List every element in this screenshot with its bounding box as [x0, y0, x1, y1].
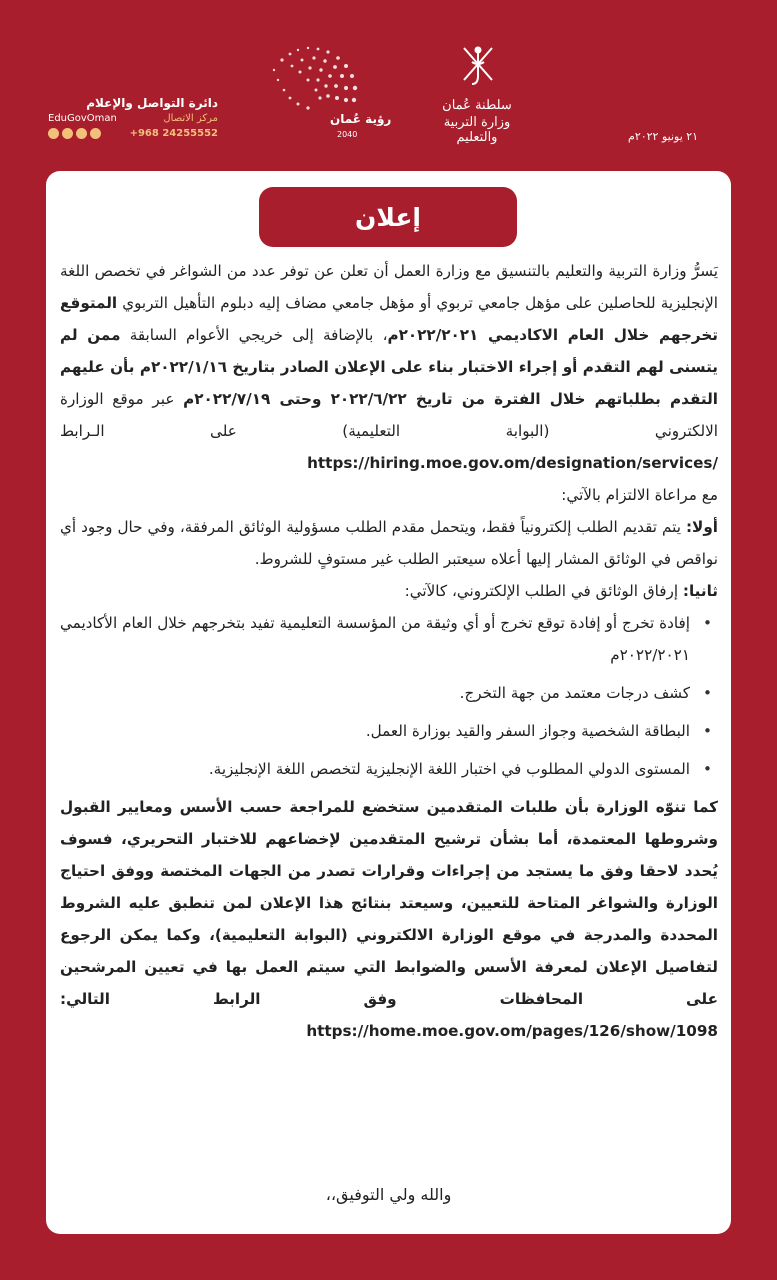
second-label: ثانيا: [682, 582, 718, 600]
first-condition [60, 511, 718, 575]
ministry-logo-text [422, 98, 532, 145]
social-handle[interactable]: EduGovOman [48, 113, 117, 124]
list-item: • البطاقة الشخصية وجواز السفر والقيد بوزارة العمل. [60, 715, 718, 747]
announcement-date: ٢١ يونيو ٢٠٢٢م [628, 130, 699, 143]
second-condition [60, 575, 718, 607]
vision-year: 2040 [337, 130, 358, 139]
first-label: أولا: [685, 518, 718, 536]
ministry-line-2: وزارة التربية والتعليم [443, 115, 511, 145]
final-bold-text: كما تنوّه الوزارة بأن طلبات المتقدمين ستخضع للمراجعة حسب الأسس ومعايير القبول وشروطها المعتمدة، أما بشأن ترشيح المتقدمين لإخضاعهم للاختبار التحريري، فسوف يُحدد لاحقا وفق ما يستجد من إجراءات وقرارات تصدر من الجهات المختصة ووفق احتياج الوزارة والشواغر المتاحة للتعيين، وسيعتد بنتائج هذا الإعلان لمن تنطبق عليه الشروط المحددة والمدرجة في موقع الوزارة الالكتروني (البوابة التعليمية)، وكما يمكن الرجوع لتفاصيل الإعلان لمعرفة الأسس والضوابط التي سيتم العمل بها في تعيين المرشحين على المحافظات وفق الرابط التالي: [60, 798, 718, 1008]
list-item: • إفادة تخرج أو إفادة توقع تخرج أو أي وثيقة من المؤسسة التعليمية تفيد بتخرجهم خلال العام الأكاديمي ٢٠٢٢/٢٠٢١م [60, 607, 718, 671]
phone-number[interactable]: +968 24255552 [129, 128, 218, 139]
intro-bold-1: المتوقع تخرجهم خلال العام الاكاديمي ٢٠٢٢/٢٠٢١م [60, 294, 718, 344]
final-paragraph [60, 791, 718, 1047]
instagram-icon[interactable] [62, 128, 73, 139]
first-text: يتم تقديم الطلب إلكترونياً فقط، ويتحمل مقدم الطلب مسؤولية الوثائق المرفقة، وفي حال وجود أي نواقص في الوثائق المشار إليها أعلاه سيعتبر الطلب غير مستوفٍ للشروط. [60, 518, 718, 568]
list-item: • المستوى الدولي المطلوب في اختبار اللغة الإنجليزية لتخصص اللغة الإنجليزية. [60, 753, 718, 785]
vision-text: رؤية عُمان [330, 112, 392, 126]
second-text: إرفاق الوثائق في الطلب الإلكتروني، كالآتي: [404, 582, 683, 600]
home-link[interactable]: https://home.moe.gov.om/pages/126/show/1098 [306, 1022, 718, 1040]
intro-paragraph [60, 255, 718, 479]
list-item: • كشف درجات معتمد من جهة التخرج. [60, 677, 718, 709]
intro-text-1: يَسرُّ وزارة التربية والتعليم بالتنسيق مع وزارة العمل أن تعلن عن توفر عدد من الشواغر في تخصص اللغة الإنجليزية للحاصلين على مؤهل جامعي تربوي أو مؤهل جامعي مضاف إليه دبلوم التأهيل التربوي [60, 262, 718, 312]
note-line: مع مراعاة الالتزام بالآتي: [561, 486, 718, 504]
documents-list [60, 607, 718, 785]
intro-bold-2: ممن لم يتسنى لهم التقدم أو إجراء الاختبار بناء على الإعلان الصادر بتاريخ ٢٠٢٢/١/١٦م بأن عليهم التقدم بطلباتهم خلال الفترة من تاريخ ٢٠٢٢/٦/٢٢ وحتى ٢٠٢٢/٧/١٩م [60, 326, 718, 408]
closing-line: والله ولي التوفيق،، [325, 1185, 452, 1204]
twitter-icon[interactable] [48, 128, 59, 139]
announcement-body [60, 255, 718, 1047]
announcement-card [46, 171, 731, 1234]
intro-text-3: عبر موقع الوزارة الالكتروني (البوابة التعليمية) على الـرابط [60, 390, 718, 440]
facebook-icon[interactable] [76, 128, 87, 139]
header [0, 0, 777, 170]
announcement-title: إعلان [259, 187, 517, 247]
contact-center-label: مركز الاتصال [163, 113, 218, 124]
department-name: دائرة التواصل والإعلام [86, 96, 218, 110]
intro-text-2: ، بالإضافة إلى خريجي الأعوام السابقة [120, 326, 388, 344]
youtube-icon[interactable] [90, 128, 101, 139]
hiring-link[interactable]: https://hiring.moe.gov.om/designation/services/ [307, 454, 718, 472]
oman-emblem-icon [458, 44, 498, 88]
department-block [48, 96, 218, 139]
ministry-line-1: سلطنة عُمان [442, 98, 512, 113]
social-icons [48, 128, 101, 139]
